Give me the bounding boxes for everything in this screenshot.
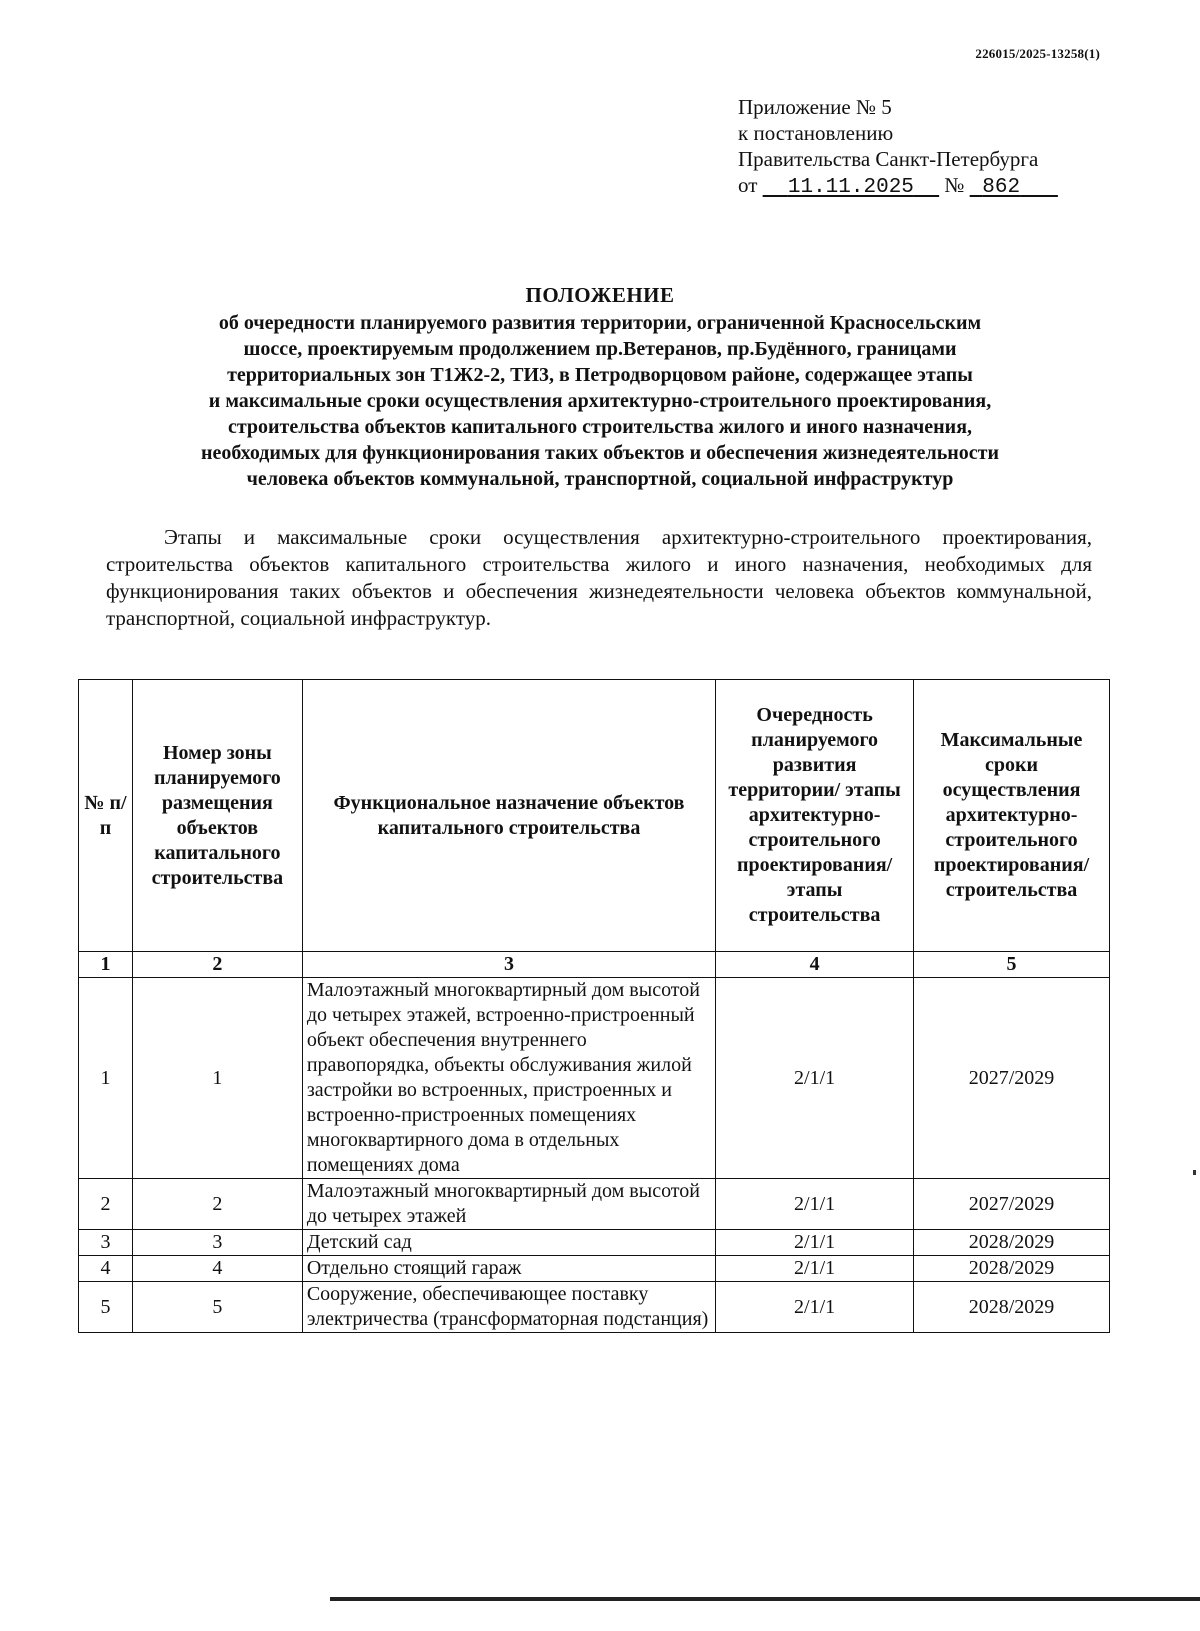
table-row (79, 1230, 1110, 1256)
column-number: 1 (79, 952, 133, 978)
title-line: шоссе, проектируемым продолжением пр.Ветеранов, пр.Будённого, границами (243, 338, 957, 360)
row-purpose: Малоэтажный многоквартирный дом высотой до четырех этажей, встроенно-пристроенный объект обеспечения внутреннего правопорядка, объекты обслуживания жилой застройки во встроенных, пристроенных и встроенно-пристроенных помещениях многоквартирного дома в отдельных помещениях дома (302, 978, 715, 1179)
column-number: 4 (716, 952, 914, 978)
header-zone: Номер зоны планируемого размещения объектов капитального строительства (132, 680, 302, 952)
title-line: необходимых для функционирования таких объектов и обеспечения жизнедеятельности (200, 442, 1000, 464)
title-line: человека объектов коммунальной, транспортной, социальной инфраструктур (246, 468, 954, 490)
row-zone: 1 (132, 978, 302, 1179)
row-purpose: Детский сад (302, 1230, 715, 1256)
row-zone: 4 (132, 1256, 302, 1282)
appendix-date-number-line (738, 172, 1058, 201)
row-terms: 2028/2029 (914, 1282, 1110, 1333)
title-line: и максимальные сроки осуществления архитектурно-строительного проектирования, (208, 390, 992, 412)
row-purpose: Малоэтажный многоквартирный дом высотой до четырех этажей (302, 1179, 715, 1230)
column-number: 2 (132, 952, 302, 978)
title-line: об очередности планируемого развития территории, ограниченной Красносельским (218, 312, 982, 334)
header-index: № п/п (79, 680, 133, 952)
stages-table (78, 679, 1110, 1333)
table-row (79, 1179, 1110, 1230)
row-order: 2/1/1 (716, 1230, 914, 1256)
row-order: 2/1/1 (716, 1282, 914, 1333)
resolution-number: 862 (982, 176, 1021, 199)
row-terms: 2028/2029 (914, 1230, 1110, 1256)
document-title (80, 282, 1120, 492)
appendix-block (738, 94, 1058, 201)
header-order: Очередность планируемого развития территории/ этапы архитектурно-строительного проектирования/ этапы строительства (716, 680, 914, 952)
row-terms: 2028/2029 (914, 1256, 1110, 1282)
document-registration-number: 226015/2025-13258(1) (975, 46, 1100, 61)
row-zone: 3 (132, 1230, 302, 1256)
table-row (79, 1282, 1110, 1333)
row-zone: 2 (132, 1179, 302, 1230)
appendix-resolution-label: к постановлению (738, 121, 894, 145)
row-index: 1 (79, 978, 133, 1179)
table-header-row (79, 680, 1110, 952)
resolution-date: 11.11.2025 (787, 176, 914, 199)
number-label: № (944, 173, 965, 197)
row-order: 2/1/1 (716, 1256, 914, 1282)
header-terms: Максимальные сроки осуществления архитектурно-строительного проектирования/ строительства (914, 680, 1110, 952)
row-index: 3 (79, 1230, 133, 1256)
row-index: 4 (79, 1256, 133, 1282)
row-terms: 2027/2029 (914, 978, 1110, 1179)
row-order: 2/1/1 (716, 1179, 914, 1230)
scan-artifact (1193, 1170, 1196, 1175)
column-number: 5 (914, 952, 1110, 978)
row-purpose: Отдельно стоящий гараж (302, 1256, 715, 1282)
title-line: территориальных зон Т1Ж2-2, ТИ3, в Петродворцовом районе, содержащее этапы (227, 364, 973, 386)
row-order: 2/1/1 (716, 978, 914, 1179)
appendix-government: Правительства Санкт-Петербурга (738, 147, 1039, 171)
row-purpose: Сооружение, обеспечивающее поставку электричества (трансформаторная подстанция) (302, 1282, 715, 1333)
table-row (79, 978, 1110, 1179)
column-number: 3 (302, 952, 715, 978)
row-zone: 5 (132, 1282, 302, 1333)
appendix-title: Приложение № 5 (738, 95, 892, 119)
from-label: от (738, 173, 758, 197)
row-index: 5 (79, 1282, 133, 1333)
row-index: 2 (79, 1179, 133, 1230)
intro-paragraph: Этапы и максимальные сроки осуществления архитектурно-строительного проектирования, строительства объектов капитального строительства жилого и иного назначения, необходимых для функционирования таких объектов и обеспечения жизнедеятельности человека объектов коммунальной, транспортной, социальной инфраструктур. (106, 525, 1092, 630)
table-row (79, 1256, 1110, 1282)
row-terms: 2027/2029 (914, 1179, 1110, 1230)
title-main: ПОЛОЖЕНИЕ (525, 283, 675, 307)
column-number-row (79, 952, 1110, 978)
scan-edge-line (330, 1597, 1200, 1601)
title-line: строительства объектов капитального строительства жилого и иного назначения, (227, 416, 973, 438)
header-purpose: Функциональное назначение объектов капитального строительства (302, 680, 715, 952)
